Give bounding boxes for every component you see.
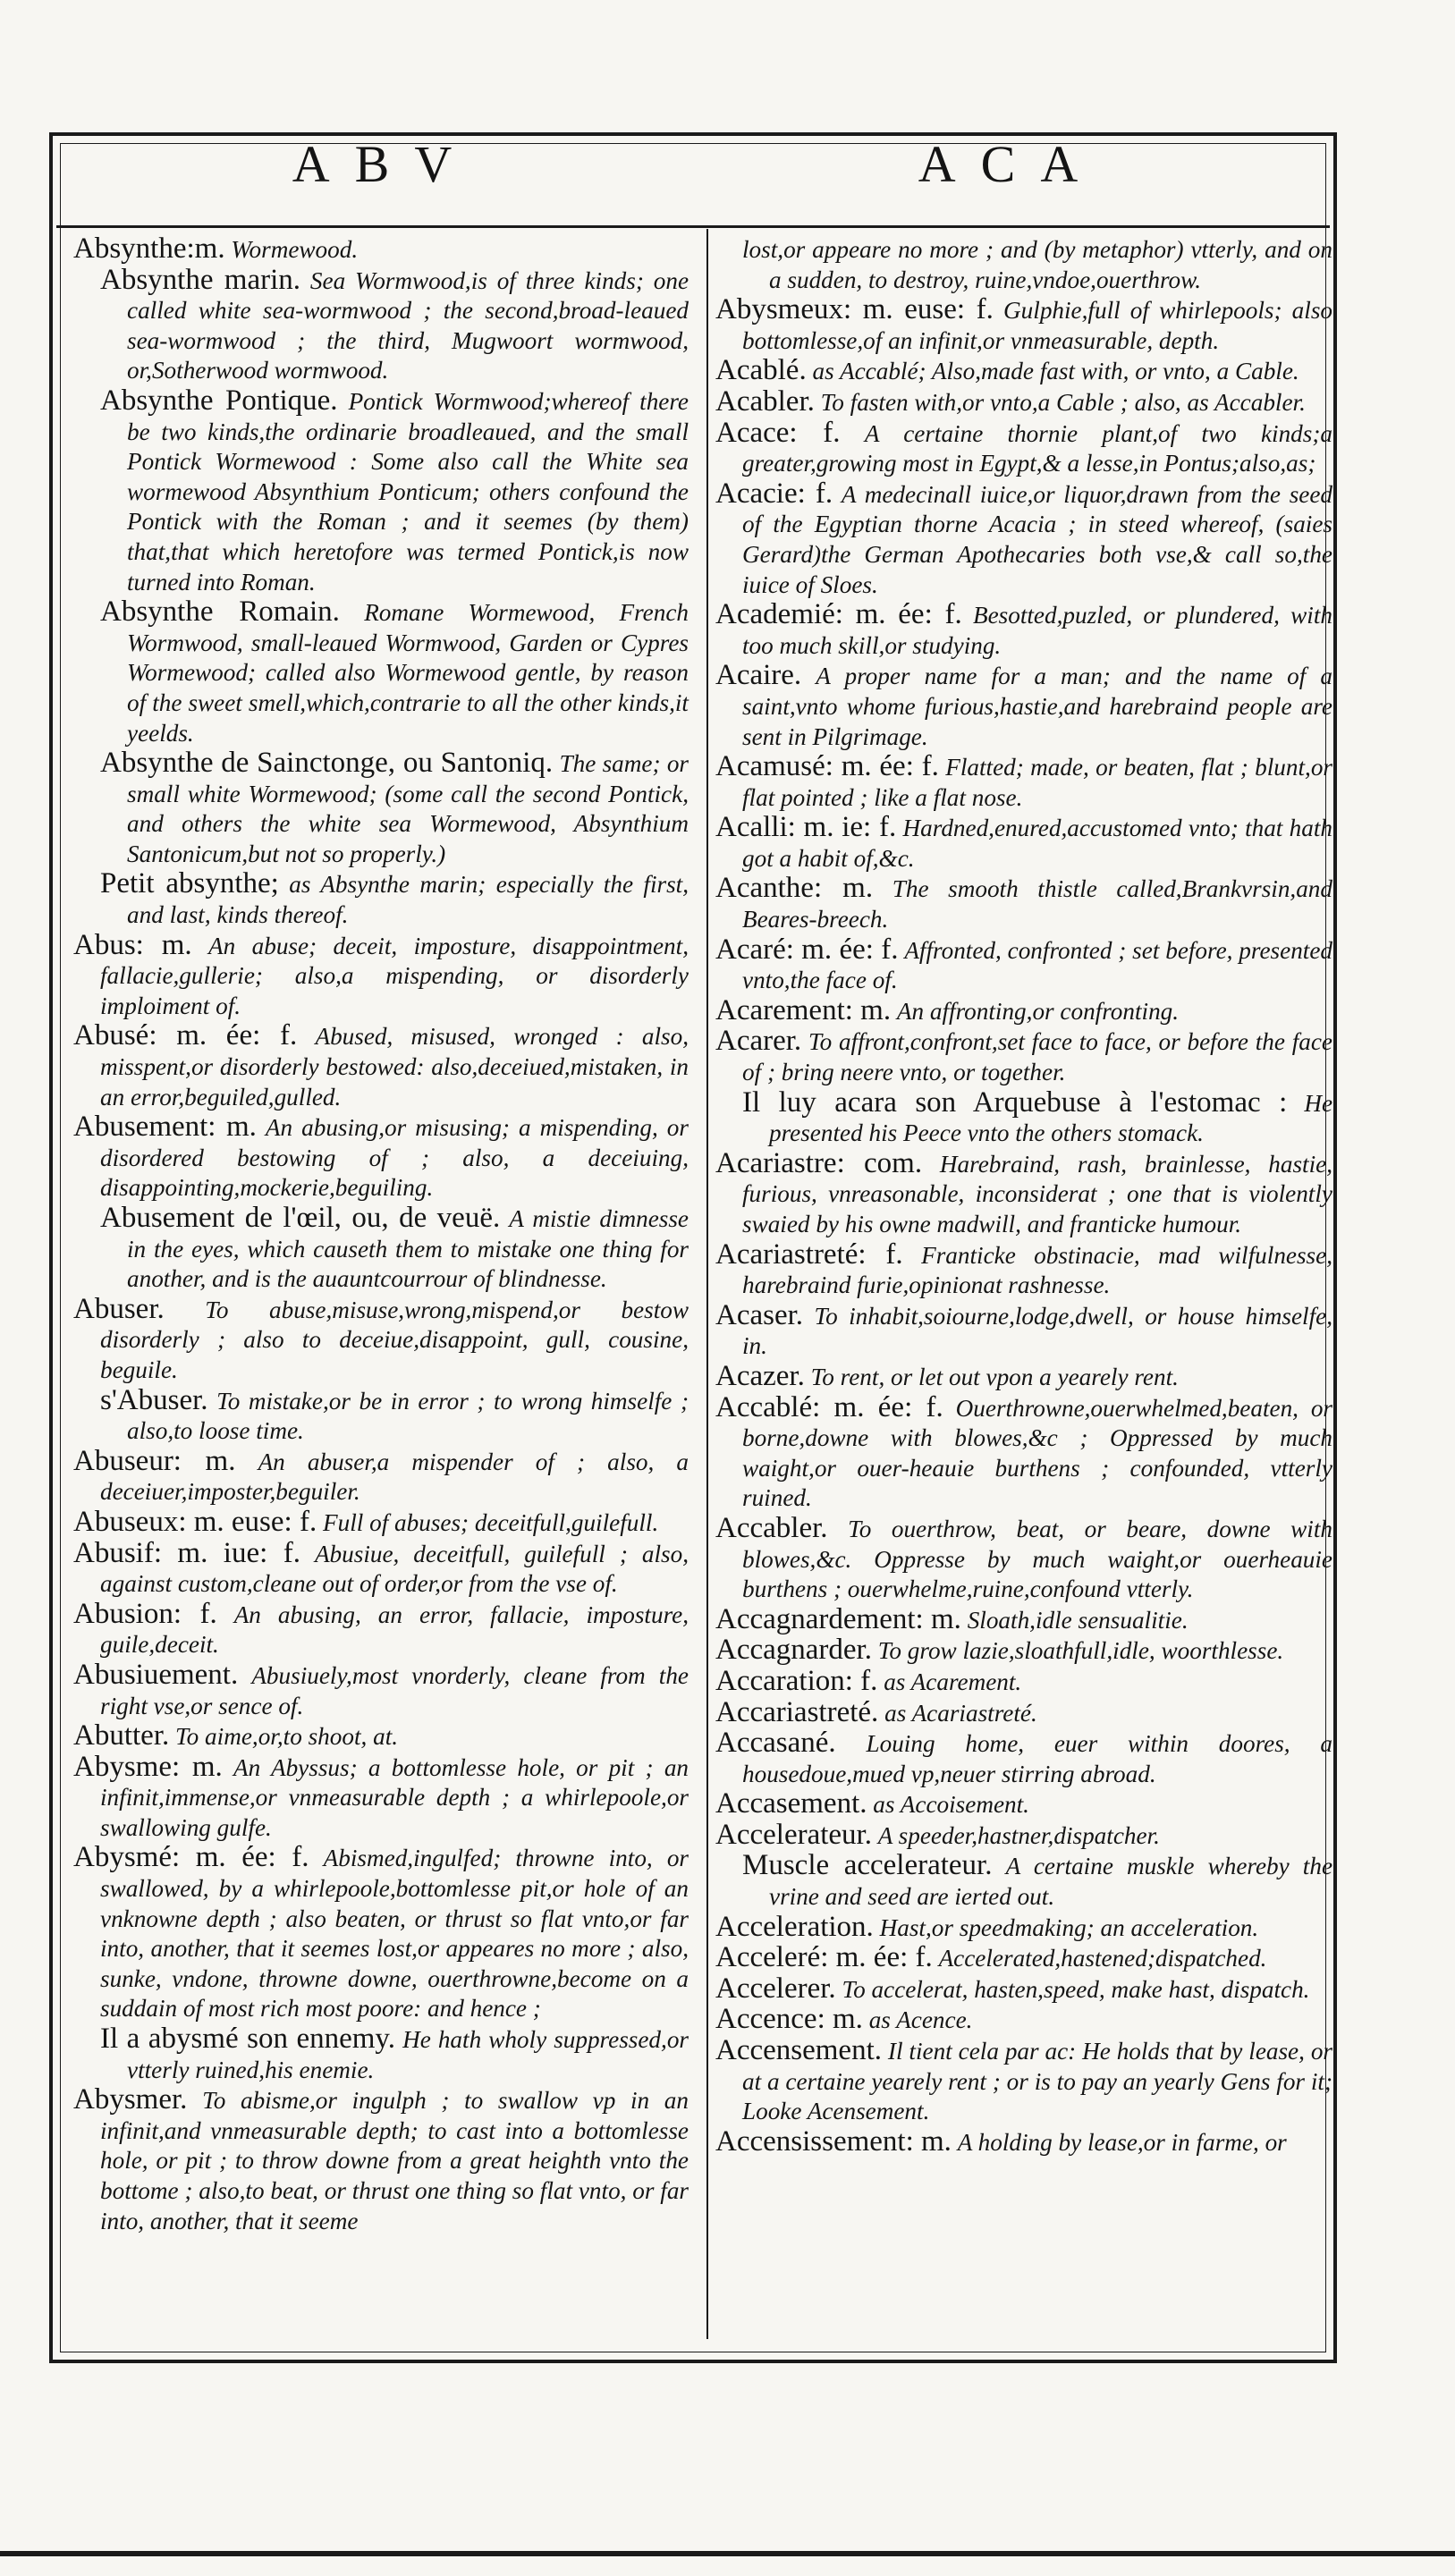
dictionary-entry	[715, 600, 1332, 661]
dictionary-entry	[715, 1026, 1332, 1087]
entry-definition: as Accablé; Also,made fast with, or vnto, a Cable.	[812, 358, 1299, 385]
entry-headword: Absynthe:m.	[73, 232, 225, 265]
entry-definition: The same; or small white Wormewood; (some call the second Pontick, and others the white sea Wormewood, Absynthium Santonicum,but not so properly.)	[127, 750, 689, 867]
entry-headword: Acazer.	[715, 1359, 805, 1392]
column-rule	[706, 229, 708, 2339]
dictionary-entry	[73, 1383, 689, 1447]
entry-headword: Accablé: m. ée: f.	[715, 1390, 943, 1423]
entry-definition: Sea Wormwood,is of three kinds; one called white sea-wormwood ; the second,broad-leaued sea-wormwood ; the third, Mugwoort wormwood, or,Sotherwood wormwood.	[127, 266, 689, 384]
entry-headword: Academié: m. ée: f.	[715, 598, 962, 631]
entry-headword: Abusement de l'œil, ou, de veuë.	[100, 1202, 501, 1234]
dictionary-entry	[73, 1292, 689, 1386]
entry-headword: Accensement.	[715, 2034, 882, 2067]
dictionary-entry	[715, 234, 1332, 295]
entry-headword: Absynthe de Sainctonge, ou Santoniq.	[100, 747, 554, 780]
entry-definition: Harebraind, rash, brainlesse, hastie, furious, vnreasonable, inconsiderat ; one that is violently swaied by his owne madwill, and franticke humour.	[742, 1150, 1333, 1237]
entry-headword: Accaration: f.	[715, 1664, 878, 1697]
entry-headword: Absynthe marin.	[100, 263, 301, 296]
entry-definition: Hardned,enured,accustomed vnto; that hath got a habit of,&c.	[742, 815, 1333, 872]
dictionary-entry	[715, 661, 1332, 752]
dictionary-entry	[715, 2036, 1332, 2127]
entry-definition: To mistake,or be in error ; to wrong himselfe ; also,to loose time.	[127, 1387, 689, 1445]
entry-headword: Abusiuement.	[73, 1658, 239, 1691]
header-rule	[56, 225, 1330, 228]
entry-definition: Romane Wormewood, French Wormwood, small-leaued Wormwood, Garden or Cypres Wormewood; called also Wormewood gentle, by reason of the sweet smell,which,contrarie to all the other kinds,it yeelds.	[127, 599, 689, 747]
right-column	[715, 234, 1332, 2158]
entry-headword: Accagnarder.	[715, 1634, 872, 1667]
entry-definition: Gulphie,full of whirlepools; also bottomlesse,of an infinit,or vnmeasurable, depth.	[742, 297, 1332, 354]
dictionary-entry	[715, 1728, 1332, 1789]
dictionary-entry	[73, 1597, 689, 1660]
entry-headword: Acceleration.	[715, 1910, 874, 1943]
entry-definition: Full of abuses; deceitfull,guilefull.	[323, 1508, 659, 1536]
entry-headword: Abusé: m. ée: f.	[73, 1019, 298, 1052]
entry-headword: Accasement.	[715, 1787, 867, 1820]
dictionary-entry	[715, 1359, 1332, 1393]
entry-headword: Acamusé: m. ée: f.	[715, 750, 939, 783]
entry-definition: as Acence.	[868, 2006, 973, 2034]
entry-definition: To abuse,misuse,wrong,mispend,or bestow disorderly ; also to deceiue,disappoint, gull, cousine, beguile.	[100, 1296, 689, 1383]
entry-definition: as Absynthe marin; especially the first, and last, kinds thereof.	[127, 871, 689, 929]
entry-headword: Acaré: m. ée: f.	[715, 933, 899, 966]
dictionary-entry	[73, 748, 689, 869]
entry-definition: An affronting,or confronting.	[896, 997, 1180, 1025]
entry-headword: Abusement: m.	[73, 1111, 257, 1144]
dictionary-entry	[73, 928, 689, 1022]
entry-definition: To abisme,or ingulph ; to swallow vp in an infinit,and vnmeasurable depth; to cast into a bottomlesse hole, or pit ; to throw downe from a great heighth vnto the bottome ; also,to beat, or thrust one thing so flat vnto, or far into, another, that it seeme	[100, 2087, 689, 2234]
entry-definition: as Accoisement.	[873, 1791, 1029, 1819]
entry-headword: Absynthe Pontique.	[100, 384, 338, 417]
entry-headword: Muscle accelerateur.	[742, 1849, 993, 1882]
dictionary-entry	[715, 1974, 1332, 2006]
entry-definition: Abusiue, deceitfull, guilefull ; also, against custom,cleane out of order,or from the vse of.	[100, 1540, 689, 1598]
entry-headword: Accariastreté.	[715, 1695, 879, 1728]
entry-headword: Abysme: m.	[73, 1750, 223, 1783]
entry-headword: Absynthe Romain.	[100, 595, 340, 629]
entry-headword: Abus: m.	[73, 928, 192, 961]
dictionary-entry	[715, 935, 1332, 996]
entry-headword: Acceleré: m. ée: f.	[715, 1941, 933, 1974]
dictionary-entry	[715, 295, 1332, 356]
entry-definition: A mistie dimnesse in the eyes, which causeth them to mistake one thing for another, and is the auauntcourrour of blindnesse.	[127, 1205, 689, 1293]
entry-headword: Abusion: f.	[73, 1597, 217, 1630]
entry-headword: Acablé.	[715, 354, 807, 387]
dictionary-entry	[73, 1536, 689, 1600]
entry-definition: A medecinall iuice,or liquor,drawn from the seed of the Egyptian thorne Acacia ; in steed whereof, (saies Gerard)the German Apothecaries both vse,& call so,the iuice of Sloes.	[742, 480, 1332, 598]
dictionary-entry	[73, 234, 689, 266]
entry-headword: Accelerateur.	[715, 1818, 872, 1851]
entry-headword: Accagnardement: m.	[715, 1602, 961, 1635]
entry-definition: A proper name for a man; and the name of a saint,vnto whome furious,hastie,and harebraind people are sent in Pilgrimage.	[742, 663, 1333, 750]
dictionary-entry	[715, 1635, 1332, 1667]
entry-definition: Accelerated,hastened;dispatched.	[938, 1945, 1267, 1972]
dictionary-entry	[715, 1390, 1332, 1514]
entry-definition: To ouerthrow, beat, or beare, downe with blowes,&c. Oppresse by much waight,or ouerheauie burthens ; ouerwhelme,ruine,confound vtterly.	[742, 1515, 1333, 1603]
dictionary-entry	[73, 1843, 689, 2024]
entry-definition: To affront,confront,set face to face, or before the face of ; bring neere vnto, or together.	[742, 1028, 1332, 1086]
entry-headword: Accabler.	[715, 1511, 828, 1544]
dictionary-entry	[73, 1750, 689, 1844]
entry-headword: Acariastre: com.	[715, 1146, 923, 1179]
entry-definition: Wormewood.	[231, 236, 359, 263]
entry-headword: Acacie: f.	[715, 477, 833, 510]
entry-headword: Il luy acara son Arquebuse à l'estomac :	[742, 1085, 1288, 1119]
dictionary-entry	[715, 356, 1332, 387]
entry-headword: Accence: m.	[715, 2003, 863, 2036]
dictionary-entry	[715, 1085, 1333, 1149]
entry-definition: as Acariastreté.	[884, 1699, 1037, 1727]
entry-headword: Abysmé: m. ée: f.	[73, 1841, 309, 1874]
dictionary-entry	[73, 1660, 689, 1721]
entry-definition: To rent, or let out vpon a yearely rent.	[810, 1363, 1179, 1390]
entry-definition: as Acarement.	[884, 1668, 1022, 1695]
dictionary-entry	[73, 263, 689, 386]
entry-definition: An abuse; deceit, imposture, disappointment, fallacie,gullerie; also,a mispending, or disorderly imploiment of.	[100, 932, 689, 1019]
running-head-left: ABV	[292, 135, 478, 193]
entry-definition: Abismed,ingulfed; throwne into, or swallowed, by a whirlepoole,bottomlesse pit,or hole of an vnknowne depth ; also beaten, or thrust so flat vnto,or far into, another, that it seemes lost,or appeares no more ; also, sunke, vndone, throwne downe, ouerthrowne,become on a suddain of most rich most poore: and hence ;	[100, 1845, 689, 2023]
dictionary-entry	[73, 1112, 689, 1204]
dictionary-entry	[715, 384, 1332, 418]
entry-headword: Acariastreté: f.	[715, 1237, 903, 1271]
entry-headword: Abusif: m. iue: f.	[73, 1536, 300, 1569]
entry-definition: To grow lazie,sloathfull,idle, woorthlesse.	[877, 1637, 1284, 1665]
entry-definition: An abusing,or misusing; a mispending, or disordered bestowing of ; also, a deceiuing, disappointing,mockerie,beguiling.	[100, 1114, 689, 1202]
entry-definition: To aime,or,to shoot, at.	[175, 1723, 399, 1751]
entry-definition: He presented his Peece vnto the others stomack.	[769, 1089, 1333, 1147]
entry-definition: An abusing, an error, fallacie, imposture, guile,deceit.	[100, 1600, 689, 1659]
entry-headword: Acalli: m. ie: f.	[715, 811, 897, 844]
entry-definition: Il tient cela par ac: He holds that by lease, or at a certaine yearely rent ; or is to pay an yearly Gens for it; Looke Acensement.	[742, 2038, 1332, 2125]
dictionary-entry	[715, 418, 1332, 479]
dictionary-entry	[715, 1789, 1332, 1820]
entry-definition: Ouerthrowne,ouerwhelmed,beaten, or borne,downe with blowes,&c ; Oppressed by much waight,or ouer-heauie burthens ; confounded, vtterly ruined.	[742, 1394, 1332, 1512]
dictionary-entry	[715, 752, 1332, 813]
dictionary-entry	[715, 1851, 1332, 1912]
dictionary-entry	[715, 479, 1332, 600]
dictionary-entry	[715, 1664, 1332, 1698]
entry-headword: Accasané.	[715, 1727, 836, 1760]
dictionary-entry	[73, 597, 689, 748]
entry-definition: A holding by lease,or in farme, or	[957, 2128, 1287, 2156]
entry-headword: Acanthe: m.	[715, 872, 874, 905]
dictionary-entry	[73, 2085, 689, 2236]
dictionary-entry	[715, 2005, 1332, 2036]
entry-definition: The smooth thistle called,Brankvrsin,and Beares-breech.	[742, 875, 1332, 933]
dictionary-entry	[73, 2024, 689, 2085]
dictionary-entry	[715, 874, 1332, 934]
dictionary-entry	[73, 386, 689, 597]
running-head-right: ACA	[918, 135, 1104, 193]
entry-headword: Acabler.	[715, 384, 815, 418]
entry-definition: Flatted; made, or beaten, flat ; blunt,or flat pointed ; like a flat nose.	[742, 754, 1333, 811]
entry-headword: Abysmer.	[73, 2083, 188, 2116]
dictionary-entry	[73, 1721, 689, 1753]
entry-definition: An abuser,a mispender of ; also, a deceiuer,imposter,beguiler.	[100, 1448, 689, 1506]
entry-headword: Acarement: m.	[715, 993, 892, 1026]
entry-headword: Abuseur: m.	[73, 1444, 236, 1477]
dictionary-entry	[715, 813, 1332, 874]
entry-definition: Abused, misused, wronged : also, misspent,or disorderly bestowed: also,deceiued,mistaken, in an error,beguiled,gulled.	[100, 1023, 689, 1111]
entry-headword: Abysmeux: m. euse: f.	[715, 293, 994, 326]
dictionary-entry	[715, 2124, 1332, 2158]
entry-definition: To fasten with,or vnto,a Cable ; also, as Accabler.	[820, 388, 1306, 416]
entry-definition: Besotted,puzled, or plundered, with too much skill,or studying.	[742, 602, 1332, 659]
dictionary-entry	[715, 1820, 1332, 1852]
entry-headword: Acaser.	[715, 1298, 804, 1331]
entry-definition: To inhabit,soiourne,lodge,dwell, or house himselfe, in.	[742, 1302, 1333, 1360]
entry-headword: Abutter.	[73, 1719, 170, 1753]
entry-definition: A certaine thornie plant,of two kinds;a greater,growing most in Egypt,& a lesse,in Pontus;also,as;	[742, 419, 1332, 477]
entry-definition: A certaine muskle whereby the vrine and seed are ierted out.	[769, 1853, 1333, 1911]
entry-definition: Hast,or speedmaking; an acceleration.	[879, 1913, 1259, 1941]
entry-headword: Acaire.	[715, 659, 802, 692]
entry-definition: He hath wholy suppressed,or vtterly ruined,his enemie.	[127, 2026, 689, 2083]
dictionary-entry	[715, 1602, 1332, 1636]
dictionary-entry	[715, 1943, 1332, 1974]
dictionary-entry	[715, 1237, 1333, 1301]
entry-headword: Abuser.	[73, 1292, 165, 1325]
dictionary-entry	[715, 1298, 1333, 1362]
entry-definition: lost,or appeare no more ; and (by metaphor) vtterly, and on a sudden, to destroy, ruine,vndoe,ouerthrow.	[742, 236, 1332, 293]
dictionary-entry	[73, 1204, 689, 1295]
dictionary-entry	[715, 1695, 1332, 1729]
dictionary-entry	[73, 1444, 689, 1508]
entry-definition: Pontick Wormwood;whereof there be two kinds,the ordinarie broadleaued, and the small Pontick Wormewood : Some also call the White sea wormewood Absynthium Ponticum; others confound the Pontick with the Roman ; and it seemes (by them) that,that which heretofore was termed Pontick,is now turned into Roman.	[127, 387, 689, 595]
entry-definition: Abusiuely,most vnorderly, cleane from the right vse,or sence of.	[100, 1661, 689, 1719]
left-column	[73, 234, 689, 2236]
entry-headword: Accelerer.	[715, 1972, 836, 2005]
entry-definition: Sloath,idle sensualitie.	[967, 1606, 1189, 1634]
entry-headword: Abuseux: m. euse: f.	[73, 1505, 317, 1538]
entry-definition: An Abyssus; a bottomlesse hole, or pit ; an infinit,immense,or vnmeasurable depth ; a whirlepoole,or swallowing gulfe.	[100, 1753, 689, 1841]
entry-definition: Franticke obstinacie, mad wilfulnesse, harebraind furie,opinionat rashnesse.	[742, 1241, 1333, 1299]
dictionary-entry	[715, 993, 1332, 1027]
entry-headword: Accensissement: m.	[715, 2124, 952, 2158]
dictionary-entry	[73, 1021, 689, 1112]
dictionary-entry	[715, 1511, 1333, 1605]
dictionary-entry	[715, 1146, 1333, 1240]
bottom-rule	[0, 2551, 1455, 2556]
entry-definition: To accelerat, hasten,speed, make hast, dispatch.	[842, 1975, 1310, 2003]
dictionary-entry	[73, 1505, 689, 1539]
entry-headword: Il a abysmé son ennemy.	[100, 2023, 396, 2056]
dictionary-entry	[715, 1910, 1332, 1944]
entry-headword: Petit absynthe;	[100, 867, 279, 900]
dictionary-entry	[73, 869, 689, 930]
entry-definition: Louing home, euer within doores, a housedoue,mued vp,neuer stirring abroad.	[742, 1730, 1333, 1787]
entry-definition: Affronted, confronted ; set before, presented vnto,the face of.	[742, 936, 1332, 994]
entry-headword: s'Abuser.	[100, 1383, 208, 1416]
entry-definition: A speeder,hastner,dispatcher.	[877, 1821, 1160, 1849]
entry-headword: Acace: f.	[715, 416, 841, 449]
entry-headword: Acarer.	[715, 1025, 802, 1058]
